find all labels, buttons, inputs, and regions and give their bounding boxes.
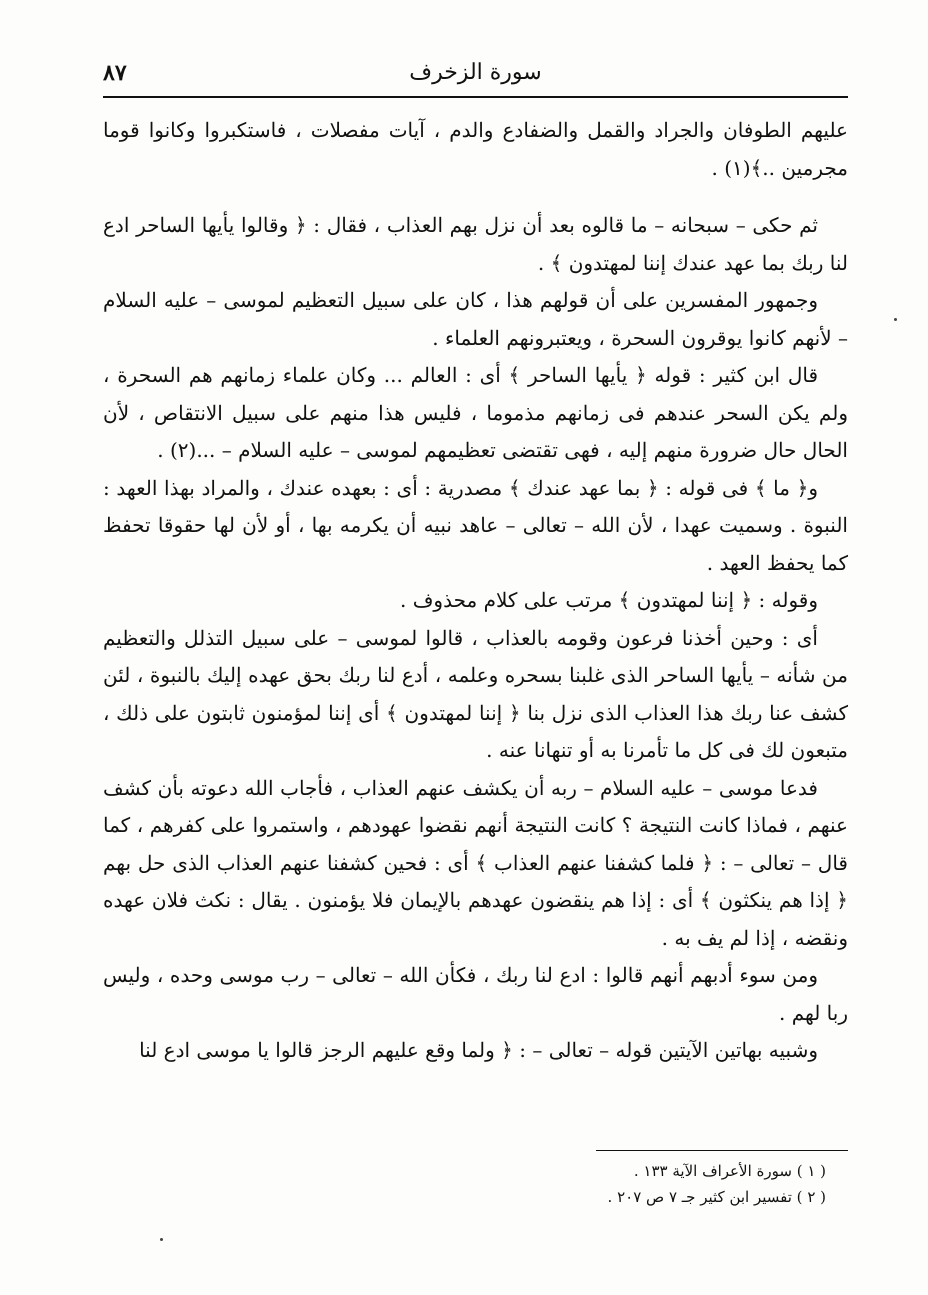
paragraph-2: ثم حكى – سبحانه – ما قالوه بعد أن نزل بهم العذاب ، فقال : ﴿ وقالوا يأيها الساحر ادع لنا ربك بما عهد عندك إننا لمهتدون ﴾ .: [103, 213, 848, 275]
paragraph-5: و﴿ ما ﴾ فى قوله : ﴿ بما عهد عندك ﴾ مصدرية : أى : بعهده عندك ، والمراد بهذا العهد : النبوة . وسميت عهدا ، لأن الله – تعالى – عاهد نبيه أن يكرمه بها ، أو لأن لها حقوقا تحفظ كما يحفظ العهد .: [103, 475, 848, 575]
paragraph-9: ومن سوء أدبهم أنهم قالوا : ادع لنا ربك ، فكأن الله – تعالى – رب موسى وحده ، وليس ربا لهم .: [103, 963, 848, 1025]
page-body: [103, 112, 848, 1070]
paragraph-10: وشبيه بهاتين الآيتين قوله – تعالى – : ﴿ ولما وقع عليهم الرجز قالوا يا موسى ادع لنا: [139, 1038, 818, 1062]
paragraph-3: وجمهور المفسرين على أن قولهم هذا ، كان على سبيل التعظيم لموسى – عليه السلام – لأنهم كانوا يوقرون السحرة ، ويعتبرونهم العلماء .: [103, 288, 848, 350]
footnote-2: ( ٢ ) تفسير ابن كثير جـ ٧ ص ٢٠٧ .: [607, 1188, 826, 1206]
footnote-divider: [596, 1150, 848, 1151]
surah-title: سورة الزخرف: [409, 60, 542, 85]
page-number: ٨٧: [103, 60, 127, 86]
footnotes: [103, 1158, 848, 1210]
scan-speck: [160, 1238, 163, 1241]
paragraph-6: وقوله : ﴿ إننا لمهتدون ﴾ مرتب على كلام محذوف .: [399, 588, 818, 612]
page-header: [103, 52, 848, 92]
scan-speck: [894, 318, 897, 321]
paragraph-8: فدعا موسى – عليه السلام – ربه أن يكشف عنهم العذاب ، فأجاب الله دعوته بأن كشف عنهم ، فماذا كانت النتيجة ؟ كانت النتيجة أنهم نقضوا عهودهم ، واستمروا على كفرهم ، كما قال – تعالى – : ﴿ فلما كشفنا عنهم العذاب ﴾ أى : فحين كشفنا عنهم العذاب الذى حل بهم ﴿ إذا هم ينكثون ﴾ أى : إذا هم ينقضون عهدهم بالإيمان فلا يؤمنون . يقال : نكث فلان عهده ونقضه ، إذا لم يف به .: [103, 775, 848, 950]
header-divider: [103, 96, 848, 98]
paragraph-7: أى : وحين أخذنا فرعون وقومه بالعذاب ، قالوا لموسى – على سبيل التذلل والتعظيم من شأنه – يأيها الساحر الذى غلبنا بسحره وعلمه ، أدع لنا ربك بحق عهده إليك بالنبوة ، لئن كشف عنا ربك هذا العذاب الذى نزل بنا ﴿ إننا لمهتدون ﴾ أى إننا لمؤمنون ثابتون على ذلك ، متبعون لك فى كل ما تأمرنا به أو تنهانا عنه .: [103, 625, 848, 762]
paragraph-1: عليهم الطوفان والجراد والقمل والضفادع والدم ، آيات مفصلات ، فاستكبروا وكانوا قوما مجرمين ..﴾(١) .: [103, 118, 848, 180]
paragraph-4: قال ابن كثير : قوله ﴿ يأيها الساحر ﴾ أى : العالم ... وكان علماء زمانهم هم السحرة ، ولم يكن السحر عندهم فى زمانهم مذموما ، فليس هذا منهم على سبيل الانتقاص ، لأن الحال حال ضرورة منهم إليه ، فهى تقتضى تعظيمهم لموسى – عليه السلام – ...(٢) .: [103, 363, 848, 462]
footnote-1: ( ١ ) سورة الأعراف الآية ١٣٣ .: [633, 1162, 826, 1180]
